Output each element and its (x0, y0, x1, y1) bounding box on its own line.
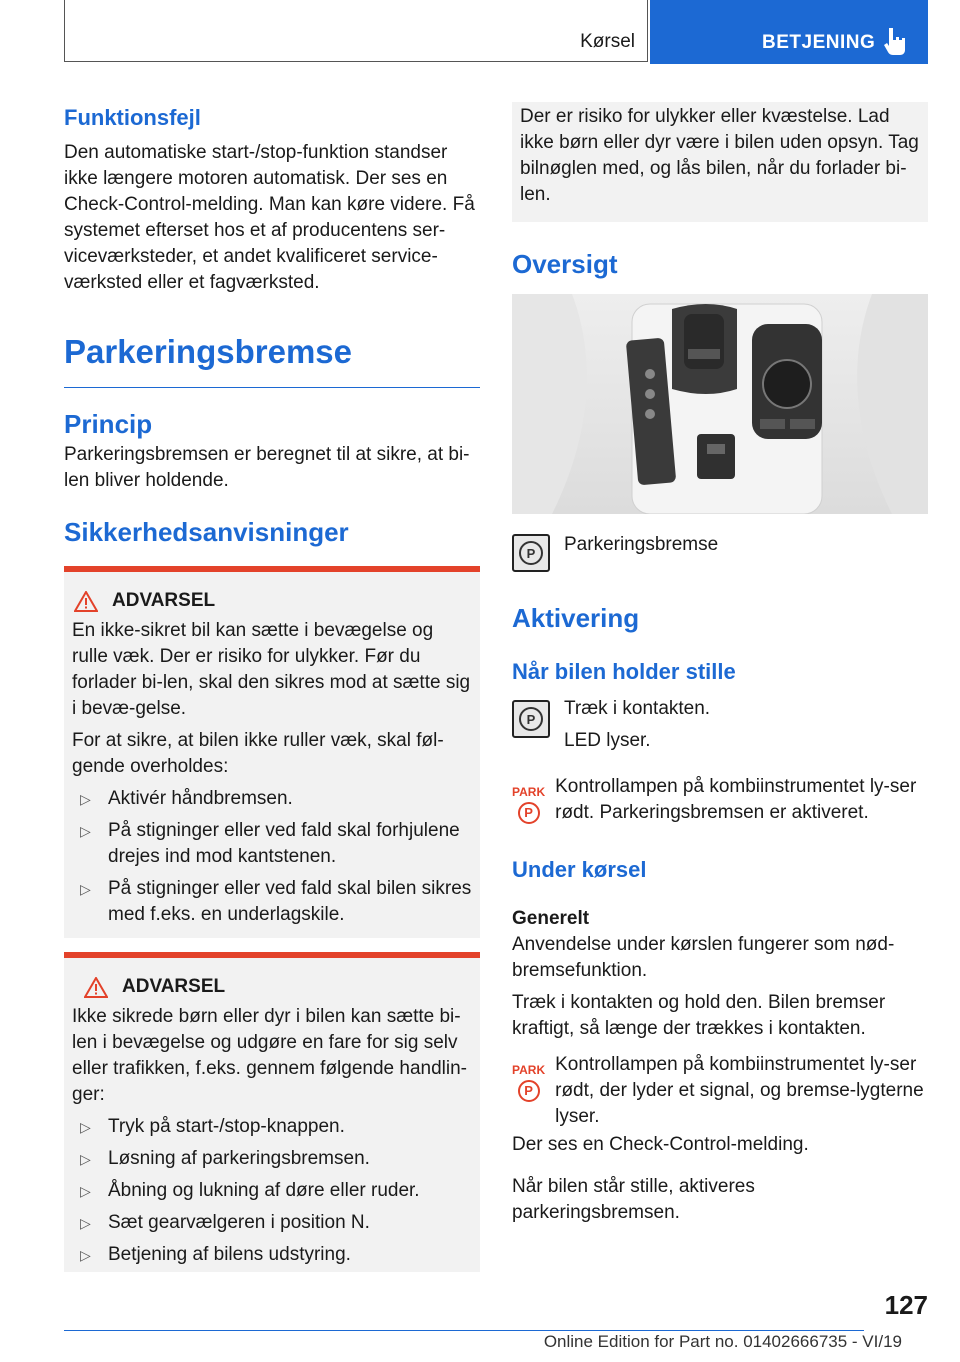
standstill-heading: Når bilen holder stille (512, 659, 736, 684)
page-header (64, 0, 928, 64)
principle-heading: Princip (64, 409, 153, 439)
warning-box (64, 952, 480, 1272)
activation-heading: Aktivering (512, 603, 640, 633)
body-text: Træk i kontakten og hold den. Bilen bremser kraftigt, så længe der trækkes i kontakten. (512, 992, 886, 1039)
body-text: Der ses en Check-Control-melding. (512, 1134, 809, 1155)
triangle-bullet-icon: ▷ (80, 823, 91, 839)
overview-heading: Oversigt (512, 249, 618, 279)
warning-text: For at sikre, at bilen ikke ruller væk, skal føl-gende overholdes: (72, 730, 444, 777)
warning-text: En ikke-sikret bil kan sætte i bevægelse og rulle væk. Der er risiko for ulykker. Før du forlader bi-len, skal den sikres mod at sætte sig i bevæ-gelse. (72, 620, 471, 719)
image-caption: Parkeringsbremse (564, 534, 719, 555)
heading-rule (64, 387, 480, 388)
center-console-image (512, 294, 928, 514)
triangle-bullet-icon: ▷ (80, 1247, 91, 1263)
park-indicator-icon: PARK P (512, 1064, 545, 1102)
fault-heading: Funktionsfejl (64, 105, 201, 130)
instruction-text: Træk i kontakten. (564, 698, 711, 719)
list-item: ▷ På stigninger eller ved fald skal bilen sikres med f.eks. en underlagskile. (80, 876, 474, 928)
footer-rule (64, 1330, 864, 1331)
warning-triangle-icon (84, 977, 108, 998)
center-console-illustration (512, 294, 928, 514)
list-item: ▷ På stigninger eller ved fald skal forhjulene drejes ind mod kantstenen. (80, 818, 474, 870)
park-indicator-icon: PARK P (512, 786, 545, 824)
list-item: ▷ Åbning og lukning af døre eller ruder. (80, 1178, 474, 1204)
warning-text: Der er risiko for ulykker eller kvæstelse. Lad ikke børn eller dyr være i bilen uden opsyn. Tag bilnøglen med, og lås bilen, når du forlader bi-len. (520, 106, 919, 205)
indicator-text: Kontrollampen på kombiinstrumentet ly-ser rødt. Parkeringsbremsen er aktiveret. (555, 776, 917, 823)
warning-continuation (512, 102, 928, 222)
body-text: Når bilen står stille, aktiveres parkeringsbremsen. (512, 1176, 755, 1223)
warning-text: Ikke sikrede børn eller dyr i bilen kan sætte bi-len i bevægelse og udgøre en fare for sig selv eller trafikken, f.eks. gennem følgende handlin-ger: (72, 1006, 467, 1105)
pointing-hand-icon (880, 26, 910, 56)
fault-text: Den automatiske start-/stop-funktion standser ikke længere motoren automatisk. Der ses en Check-Control-melding. Man kan køre videre. Få systemet efterset hos et af producentens ser-viceværksteder, et andet kvalificeret service-værksted eller et fagværksted. (64, 142, 475, 293)
list-item: ▷ Løsning af parkeringsbremsen. (80, 1146, 474, 1172)
body-text: Anvendelse under kørslen fungerer som nød-bremsefunktion. (512, 934, 895, 981)
warning-box (64, 566, 480, 938)
triangle-bullet-icon: ▷ (80, 1119, 91, 1135)
list-item: ▷ Aktivér håndbremsen. (80, 786, 474, 812)
list-item: ▷ Tryk på start-/stop-knappen. (80, 1114, 474, 1140)
parking-brake-switch-icon: P (512, 700, 550, 738)
triangle-bullet-icon: ▷ (80, 1151, 91, 1167)
triangle-bullet-icon: ▷ (80, 881, 91, 897)
safety-heading: Sikkerhedsanvisninger (64, 517, 349, 547)
section-title: Kørsel (64, 0, 648, 62)
instruction-text: LED lyser. (564, 730, 651, 751)
driving-heading: Under kørsel (512, 857, 647, 882)
parking-brake-switch-icon: P (512, 534, 550, 572)
warning-title: ADVARSEL (122, 976, 226, 997)
list-item: ▷ Betjening af bilens udstyring. (80, 1242, 474, 1268)
triangle-bullet-icon: ▷ (80, 1215, 91, 1231)
page-number: 127 (884, 1290, 928, 1320)
warning-title: ADVARSEL (112, 590, 216, 611)
triangle-bullet-icon: ▷ (80, 1183, 91, 1199)
general-heading: Generelt (512, 908, 590, 929)
main-heading: Parkeringsbremse (64, 333, 352, 370)
warning-triangle-icon (74, 591, 98, 612)
edition-note: Online Edition for Part no. 01402666735 - VI/19 (543, 1332, 902, 1351)
list-item: ▷ Sæt gearvælgeren i position N. (80, 1210, 474, 1236)
chapter-tab[interactable] (650, 0, 928, 64)
chapter-label: BETJENING (762, 32, 876, 53)
triangle-bullet-icon: ▷ (80, 791, 91, 807)
indicator-text: Kontrollampen på kombiinstrumentet ly-ser rødt, der lyder et signal, og bremse-lygterne lyser. (555, 1054, 924, 1127)
principle-text: Parkeringsbremsen er beregnet til at sikre, at bi-len bliver holdende. (64, 444, 470, 491)
